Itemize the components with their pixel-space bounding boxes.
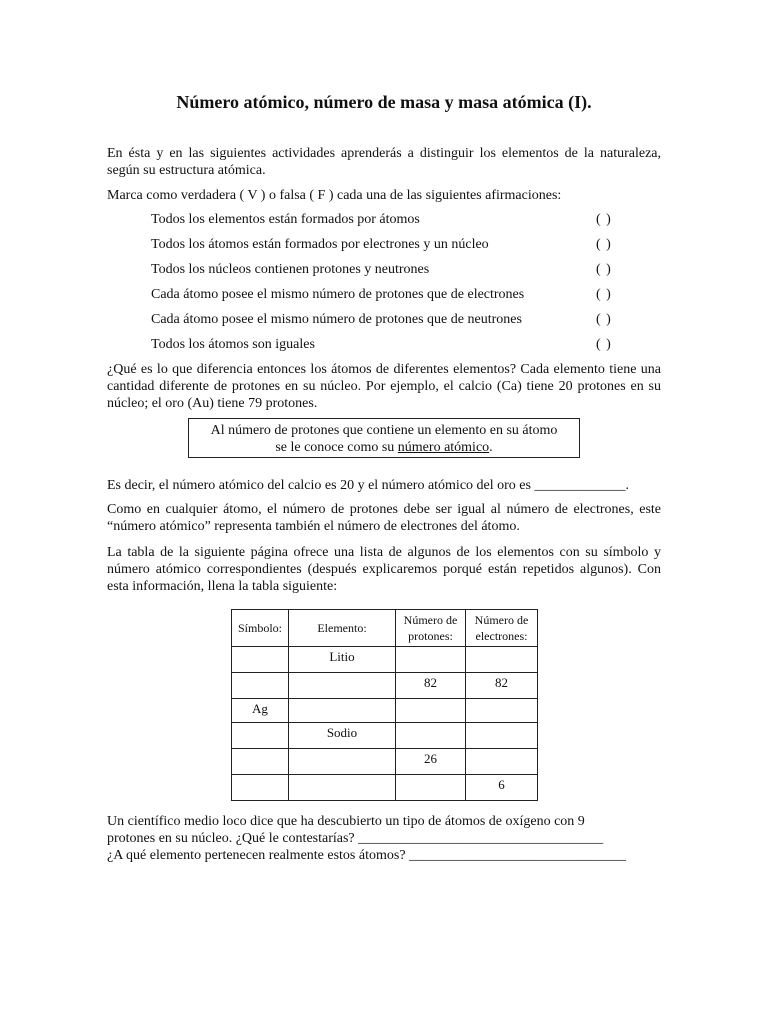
- cell-symbol[interactable]: [232, 775, 289, 801]
- table-row: [232, 775, 538, 801]
- cell-element[interactable]: [289, 673, 396, 699]
- answer-blank-4[interactable]: ( ): [596, 287, 612, 302]
- table-row: [232, 699, 538, 723]
- electrons-paragraph: Como en cualquier átomo, el número de protones debe ser igual al número de electrones, este “número atómico” representa también el número de electrones del átomo.: [107, 502, 661, 534]
- cell-symbol[interactable]: [232, 647, 289, 673]
- closing-line-2: protones en su núcleo. ¿Qué le contestarías? ___________________________________: [107, 831, 604, 846]
- table-row: [232, 749, 538, 775]
- definition-line-2: se le conoce como su número atómico.: [275, 440, 493, 455]
- answer-blank-2[interactable]: ( ): [596, 237, 612, 252]
- header-electrons: Número de electrones:: [466, 610, 538, 647]
- table-row: [232, 673, 538, 699]
- table-row: [232, 723, 538, 749]
- cell-electrons[interactable]: [466, 723, 538, 749]
- definition-box: [188, 418, 580, 458]
- cell-electrons[interactable]: 82: [466, 673, 538, 699]
- intro-paragraph: En ésta y en las siguientes actividades aprenderás a distinguir los elementos de la naturaleza, según su estructura atómica.: [107, 146, 661, 178]
- instruction-line: Marca como verdadera ( V ) o falsa ( F ) cada una de las siguientes afirmaciones:: [107, 188, 562, 203]
- cell-electrons[interactable]: 6: [466, 775, 538, 801]
- statement-4: Cada átomo posee el mismo número de protones que de electrones: [151, 287, 525, 302]
- header-element: Elemento:: [289, 610, 396, 647]
- answer-blank-6[interactable]: ( ): [596, 337, 612, 352]
- statement-5: Cada átomo posee el mismo número de protones que de neutrones: [151, 312, 522, 327]
- statement-6: Todos los átomos son iguales: [151, 337, 315, 352]
- cell-protons[interactable]: [396, 723, 466, 749]
- example-line: Es decir, el número atómico del calcio es 20 y el número atómico del oro es _____________.: [107, 478, 629, 493]
- elements-table: [231, 609, 538, 801]
- cell-electrons[interactable]: [466, 699, 538, 723]
- table-intro-paragraph: La tabla de la siguiente página ofrece una lista de algunos de los elementos con su símbolo y número atómico correspondientes (después explicaremos porqué están repetidos algunos). Con esta información, llena la tabla siguiente:: [107, 545, 661, 594]
- table-header-row: [232, 610, 538, 647]
- definition-term: número atómico: [397, 440, 490, 455]
- cell-protons[interactable]: [396, 647, 466, 673]
- cell-symbol[interactable]: [232, 749, 289, 775]
- answer-blank-1[interactable]: ( ): [596, 212, 612, 227]
- header-protons: Número de protones:: [396, 610, 466, 647]
- cell-protons[interactable]: 82: [396, 673, 466, 699]
- statement-1: Todos los elementos están formados por átomos: [151, 212, 420, 227]
- cell-element[interactable]: [289, 749, 396, 775]
- statement-3: Todos los núcleos contienen protones y neutrones: [151, 262, 430, 277]
- table-row: [232, 647, 538, 673]
- cell-symbol[interactable]: [232, 723, 289, 749]
- cell-electrons[interactable]: [466, 749, 538, 775]
- cell-electrons[interactable]: [466, 647, 538, 673]
- header-symbol: Símbolo:: [232, 610, 289, 647]
- cell-symbol[interactable]: Ag: [232, 699, 289, 723]
- question-paragraph: ¿Qué es lo que diferencia entonces los átomos de diferentes elementos? Cada elemento tiene una cantidad diferente de protones en su núcleo. Por ejemplo, el calcio (Ca) tiene 20 protones en su núcleo; el oro (Au) tiene 79 protones.: [107, 362, 661, 411]
- page-title: Número atómico, número de masa y masa atómica (I).: [176, 92, 592, 112]
- cell-element[interactable]: Litio: [289, 647, 396, 673]
- cell-protons[interactable]: [396, 775, 466, 801]
- answer-blank-5[interactable]: ( ): [596, 312, 612, 327]
- closing-line-1: Un científico medio loco dice que ha descubierto un tipo de átomos de oxígeno con 9: [107, 814, 585, 829]
- cell-element[interactable]: [289, 775, 396, 801]
- statement-2: Todos los átomos están formados por electrones y un núcleo: [151, 237, 489, 252]
- closing-line-3: ¿A qué elemento pertenecen realmente estos átomos? _______________________________: [107, 848, 627, 863]
- definition-line-1: Al número de protones que contiene un elemento en su átomo: [210, 423, 558, 438]
- cell-protons[interactable]: 26: [396, 749, 466, 775]
- cell-element[interactable]: Sodio: [289, 723, 396, 749]
- answer-blank-3[interactable]: ( ): [596, 262, 612, 277]
- cell-protons[interactable]: [396, 699, 466, 723]
- cell-symbol[interactable]: [232, 673, 289, 699]
- cell-element[interactable]: [289, 699, 396, 723]
